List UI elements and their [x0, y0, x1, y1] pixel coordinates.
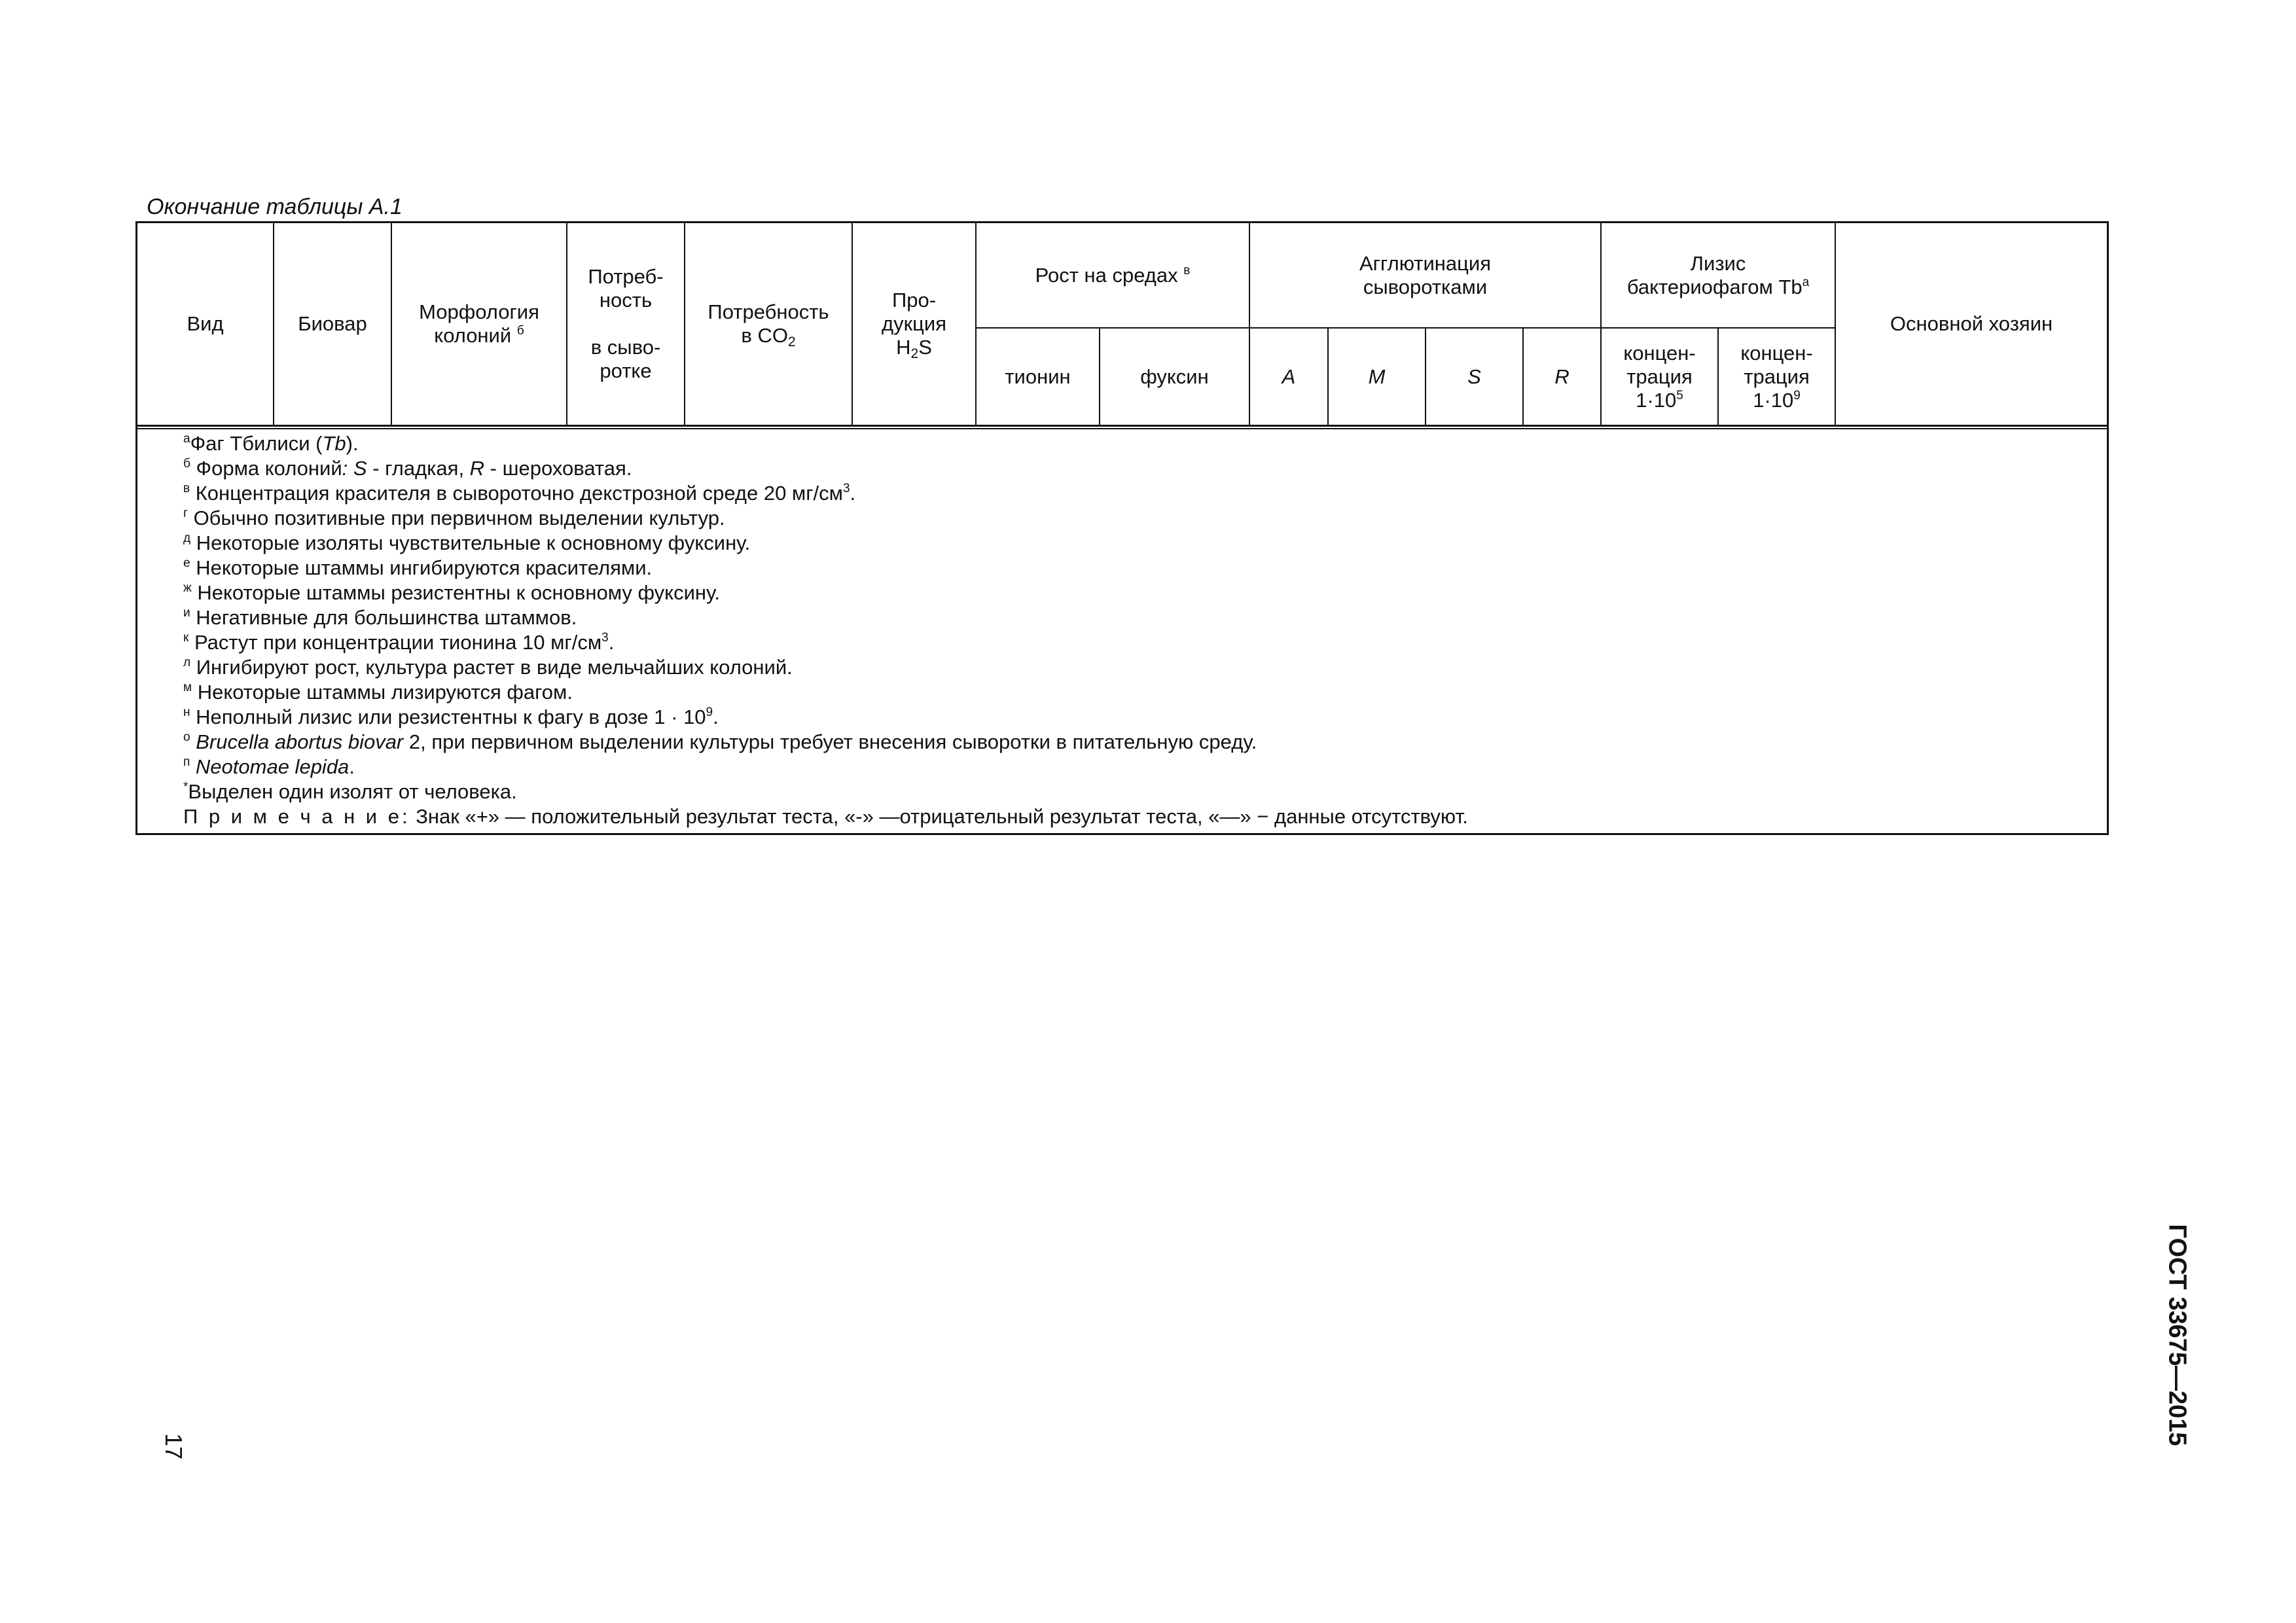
- header-conc-1e5: концен- трация $1\cdot 10^5$: [1601, 328, 1718, 425]
- footnote-l: $^л$ Ингибируют рост, культура растет в виде мельчайших колоний.: [183, 656, 793, 679]
- header-aggl-m: M: [1328, 328, 1426, 425]
- footnote-a: $^а$Фаг Тбилиси (Tb).: [183, 432, 359, 455]
- footnote-p: $^п$ Neotomae lepida.: [183, 755, 355, 778]
- header-conc-1e9: концен- трация $1\cdot 10^9$: [1718, 328, 1835, 425]
- header-agglutination: Агглютинация сыворотками: [1249, 223, 1601, 328]
- footnote-d: $^д$ Некоторые изоляты чувствительные к основному фуксину.: [183, 531, 751, 554]
- footnote-m: $^м$ Некоторые штаммы лизируются фагом.: [183, 681, 573, 704]
- header-main-host: Основной хозяин: [1835, 223, 2107, 425]
- header-co2-need: Потребность в $CO_2$: [685, 223, 852, 425]
- table-note: П р и м е ч а н и е: Знак «+» — положительный результат теста, «-» —отрицательный результат теста, «—» − данные отсутствуют.: [183, 805, 1468, 828]
- footnote-zh: $^ж$ Некоторые штаммы резистентны к основному фуксину.: [183, 581, 721, 604]
- data-table: [135, 221, 2109, 835]
- footnote-g: $^г$ Обычно позитивные при первичном выделении культур.: [183, 507, 725, 529]
- header-vid: Вид: [137, 223, 274, 425]
- header-thionin: тионин: [976, 328, 1100, 425]
- header-lysis: Лизис бактериофагом $Tb^а$: [1601, 223, 1835, 328]
- footnote-b: $^б$ Форма колоний: S - гладкая, R - шероховатая.: [183, 457, 632, 480]
- standard-designation: ГОСТ 33675—2015: [2163, 1224, 2191, 1446]
- header-double-rule: [137, 425, 2107, 429]
- header-growth-media: Рост на средах $^в$: [976, 223, 1249, 328]
- table-caption: Окончание таблицы А.1: [147, 194, 403, 219]
- footnote-i: $^и$ Негативные для большинства штаммов.: [183, 606, 577, 629]
- header-morphology: Морфология колоний $^б$: [391, 223, 567, 425]
- footnote-v: $^в$ Концентрация красителя в сывороточно декстрозной среде 20 $мг/см^3$.: [183, 482, 856, 505]
- header-biovar: Биовар: [274, 223, 391, 425]
- footnote-n: $^н$ Неполный лизис или резистентны к фагу в дозе $1 \cdot 10^9$.: [183, 705, 719, 728]
- table-header: [137, 223, 2107, 426]
- footnotes: [183, 431, 2081, 829]
- page-number: 17: [160, 1433, 187, 1460]
- header-h2s-production: Про- дукция $H_2S$: [852, 223, 976, 425]
- header-aggl-s: S: [1426, 328, 1523, 425]
- header-aggl-a: A: [1249, 328, 1328, 425]
- header-aggl-r: R: [1523, 328, 1601, 425]
- footnote-star: *Выделен один изолят от человека.: [183, 780, 517, 803]
- header-serum-need: Потреб- ность в сыво- ротке: [567, 223, 685, 425]
- footnote-o: $^о$ Brucella abortus biovar 2, при первичном выделении культуры требует внесения сыворотки в питательную среду.: [183, 730, 1257, 753]
- header-fuchsin: фуксин: [1100, 328, 1249, 425]
- footnote-e: $^е$ Некоторые штаммы ингибируются красителями.: [183, 556, 653, 579]
- footnote-k: $^к$ Растут при концентрации тионина 10 $мг/см^3$.: [183, 631, 615, 654]
